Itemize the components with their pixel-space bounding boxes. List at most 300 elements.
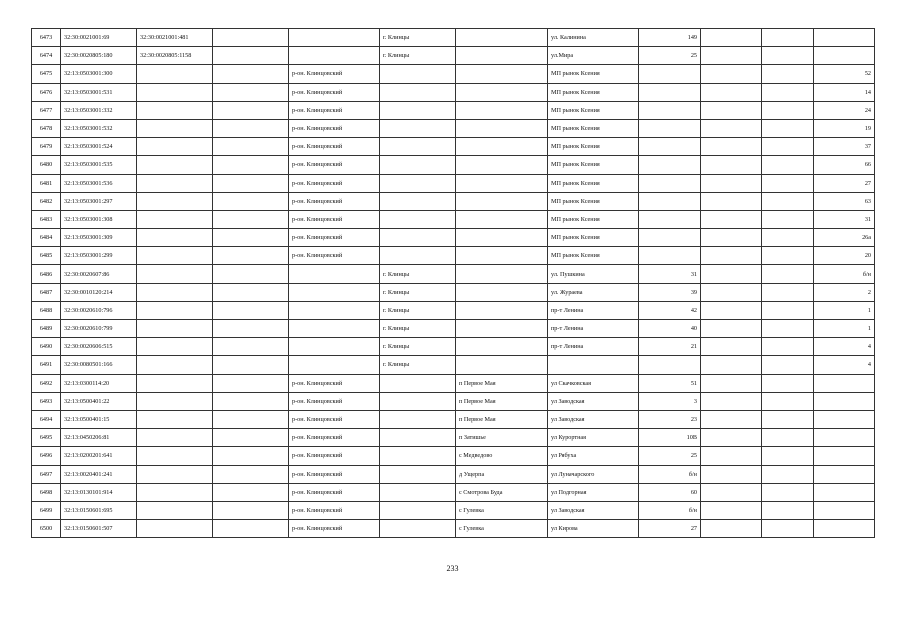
cadastral-number: 32:13:0503001:308: [61, 210, 137, 228]
empty-cell: [213, 229, 289, 247]
district-cell: р-он. Клинцовский: [289, 156, 380, 174]
cadastral-number: 32:13:0500401:15: [61, 410, 137, 428]
house-number: 149: [639, 29, 701, 47]
house-number: 51: [639, 374, 701, 392]
table-row: [32, 83, 875, 101]
cadastral-number-2: [137, 119, 213, 137]
city-cell: [380, 174, 456, 192]
street-cell: [548, 356, 639, 374]
settlement-cell: [456, 229, 548, 247]
cadastral-number-2: [137, 101, 213, 119]
city-cell: [380, 392, 456, 410]
city-cell: г. Клинцы: [380, 265, 456, 283]
city-cell: [380, 447, 456, 465]
empty-cell: [701, 29, 762, 47]
building-number: [814, 465, 875, 483]
settlement-cell: [456, 83, 548, 101]
building-number: 2: [814, 283, 875, 301]
row-number: 6489: [32, 320, 61, 338]
house-number: [639, 247, 701, 265]
row-number: 6495: [32, 429, 61, 447]
table-row: [32, 192, 875, 210]
empty-cell: [762, 101, 814, 119]
city-cell: [380, 210, 456, 228]
empty-cell: [701, 483, 762, 501]
cadastral-number-2: [137, 483, 213, 501]
registry-table: [31, 28, 875, 538]
building-number: [814, 501, 875, 519]
cadastral-number-2: [137, 229, 213, 247]
city-cell: г. Клинцы: [380, 47, 456, 65]
settlement-cell: с Гулевка: [456, 501, 548, 519]
table-row: [32, 465, 875, 483]
building-number: 1: [814, 301, 875, 319]
district-cell: р-он. Клинцовский: [289, 374, 380, 392]
cadastral-number: 32:13:0130101:914: [61, 483, 137, 501]
settlement-cell: [456, 29, 548, 47]
house-number: [639, 138, 701, 156]
row-number: 6473: [32, 29, 61, 47]
cadastral-number: 32:30:0080501:166: [61, 356, 137, 374]
settlement-cell: п Затишье: [456, 429, 548, 447]
empty-cell: [213, 501, 289, 519]
building-number: 26а: [814, 229, 875, 247]
street-cell: ул.Мира: [548, 47, 639, 65]
row-number: 6479: [32, 138, 61, 156]
cadastral-number-2: [137, 247, 213, 265]
house-number: 39: [639, 283, 701, 301]
empty-cell: [213, 301, 289, 319]
street-cell: МП рынок Ксения: [548, 174, 639, 192]
empty-cell: [213, 447, 289, 465]
row-number: 6476: [32, 83, 61, 101]
cadastral-number: 32:13:0150601:507: [61, 520, 137, 538]
district-cell: [289, 283, 380, 301]
cadastral-number: 32:13:0500401:22: [61, 392, 137, 410]
empty-cell: [762, 301, 814, 319]
settlement-cell: [456, 47, 548, 65]
city-cell: [380, 156, 456, 174]
house-number: 10В: [639, 429, 701, 447]
district-cell: р-он. Клинцовский: [289, 520, 380, 538]
building-number: 63: [814, 192, 875, 210]
empty-cell: [213, 338, 289, 356]
street-cell: ул Заводская: [548, 501, 639, 519]
cadastral-number-2: [137, 83, 213, 101]
settlement-cell: с Смотрова Буда: [456, 483, 548, 501]
settlement-cell: п Первое Мая: [456, 374, 548, 392]
cadastral-number: 32:13:0503001:535: [61, 156, 137, 174]
house-number: б/н: [639, 501, 701, 519]
row-number: 6475: [32, 65, 61, 83]
empty-cell: [213, 520, 289, 538]
cadastral-number: 32:13:0503001:531: [61, 83, 137, 101]
house-number: 23: [639, 410, 701, 428]
district-cell: [289, 47, 380, 65]
empty-cell: [701, 210, 762, 228]
empty-cell: [213, 320, 289, 338]
cadastral-number-2: [137, 429, 213, 447]
house-number: [639, 356, 701, 374]
cadastral-number-2: [137, 356, 213, 374]
house-number: [639, 192, 701, 210]
empty-cell: [762, 410, 814, 428]
building-number: 4: [814, 338, 875, 356]
empty-cell: [762, 447, 814, 465]
house-number: 40: [639, 320, 701, 338]
empty-cell: [701, 356, 762, 374]
district-cell: р-он. Клинцовский: [289, 174, 380, 192]
empty-cell: [213, 410, 289, 428]
settlement-cell: д Ущерпа: [456, 465, 548, 483]
empty-cell: [701, 283, 762, 301]
empty-cell: [213, 483, 289, 501]
building-number: [814, 520, 875, 538]
cadastral-number-2: [137, 338, 213, 356]
street-cell: ул. Жураева: [548, 283, 639, 301]
table-row: [32, 47, 875, 65]
building-number: 24: [814, 101, 875, 119]
row-number: 6477: [32, 101, 61, 119]
cadastral-number-2: [137, 447, 213, 465]
settlement-cell: [456, 356, 548, 374]
building-number: 31: [814, 210, 875, 228]
district-cell: [289, 338, 380, 356]
row-number: 6499: [32, 501, 61, 519]
cadastral-number: 32:13:0503001:309: [61, 229, 137, 247]
settlement-cell: [456, 320, 548, 338]
house-number: 25: [639, 447, 701, 465]
row-number: 6481: [32, 174, 61, 192]
row-number: 6487: [32, 283, 61, 301]
building-number: [814, 29, 875, 47]
empty-cell: [762, 520, 814, 538]
empty-cell: [701, 447, 762, 465]
table-row: [32, 101, 875, 119]
house-number: [639, 174, 701, 192]
settlement-cell: с Гулевка: [456, 520, 548, 538]
house-number: 60: [639, 483, 701, 501]
city-cell: [380, 138, 456, 156]
empty-cell: [213, 247, 289, 265]
cadastral-number: 32:13:0503001:532: [61, 119, 137, 137]
cadastral-number-2: [137, 301, 213, 319]
empty-cell: [213, 192, 289, 210]
empty-cell: [701, 520, 762, 538]
empty-cell: [762, 247, 814, 265]
city-cell: [380, 119, 456, 137]
empty-cell: [762, 320, 814, 338]
district-cell: р-он. Клинцовский: [289, 447, 380, 465]
settlement-cell: [456, 283, 548, 301]
house-number: 25: [639, 47, 701, 65]
empty-cell: [213, 47, 289, 65]
building-number: [814, 410, 875, 428]
district-cell: р-он. Клинцовский: [289, 247, 380, 265]
district-cell: [289, 320, 380, 338]
building-number: б/н: [814, 265, 875, 283]
table-row: [32, 520, 875, 538]
city-cell: [380, 229, 456, 247]
cadastral-number: 32:13:0503001:297: [61, 192, 137, 210]
table-row: [32, 483, 875, 501]
empty-cell: [213, 156, 289, 174]
cadastral-number: 32:13:0503001:300: [61, 65, 137, 83]
table-row: [32, 119, 875, 137]
settlement-cell: [456, 192, 548, 210]
cadastral-number-2: [137, 392, 213, 410]
cadastral-number: 32:13:0200201:641: [61, 447, 137, 465]
empty-cell: [701, 247, 762, 265]
city-cell: [380, 501, 456, 519]
empty-cell: [213, 138, 289, 156]
empty-cell: [213, 429, 289, 447]
district-cell: р-он. Клинцовский: [289, 501, 380, 519]
street-cell: МП рынок Ксения: [548, 65, 639, 83]
city-cell: [380, 520, 456, 538]
row-number: 6478: [32, 119, 61, 137]
district-cell: р-он. Клинцовский: [289, 192, 380, 210]
cadastral-number-2: [137, 283, 213, 301]
cadastral-number-2: [137, 65, 213, 83]
empty-cell: [213, 392, 289, 410]
empty-cell: [762, 47, 814, 65]
street-cell: МП рынок Ксения: [548, 156, 639, 174]
cadastral-number-2: [137, 320, 213, 338]
settlement-cell: [456, 101, 548, 119]
city-cell: [380, 83, 456, 101]
row-number: 6482: [32, 192, 61, 210]
district-cell: р-он. Клинцовский: [289, 429, 380, 447]
empty-cell: [701, 429, 762, 447]
table-row: [32, 156, 875, 174]
house-number: [639, 210, 701, 228]
empty-cell: [762, 465, 814, 483]
row-number: 6486: [32, 265, 61, 283]
empty-cell: [762, 65, 814, 83]
empty-cell: [762, 356, 814, 374]
empty-cell: [213, 174, 289, 192]
street-cell: ул Подгорная: [548, 483, 639, 501]
cadastral-number: 32:13:0150601:695: [61, 501, 137, 519]
cadastral-number: 32:30:0021001:69: [61, 29, 137, 47]
building-number: 20: [814, 247, 875, 265]
table-row: [32, 210, 875, 228]
empty-cell: [762, 174, 814, 192]
row-number: 6494: [32, 410, 61, 428]
street-cell: ул Луначарского: [548, 465, 639, 483]
empty-cell: [701, 320, 762, 338]
street-cell: МП рынок Ксения: [548, 101, 639, 119]
cadastral-number: 32:13:0503001:299: [61, 247, 137, 265]
empty-cell: [213, 101, 289, 119]
street-cell: ул Заводская: [548, 410, 639, 428]
settlement-cell: п Первое Мая: [456, 410, 548, 428]
district-cell: р-он. Клинцовский: [289, 138, 380, 156]
row-number: 6488: [32, 301, 61, 319]
city-cell: г. Клинцы: [380, 29, 456, 47]
table-row: [32, 374, 875, 392]
cadastral-number: 32:13:0450206:81: [61, 429, 137, 447]
cadastral-number: 32:13:0020401:241: [61, 465, 137, 483]
table-row: [32, 229, 875, 247]
row-number: 6484: [32, 229, 61, 247]
row-number: 6485: [32, 247, 61, 265]
city-cell: [380, 410, 456, 428]
building-number: 4: [814, 356, 875, 374]
table-row: [32, 247, 875, 265]
settlement-cell: [456, 65, 548, 83]
street-cell: МП рынок Ксения: [548, 210, 639, 228]
empty-cell: [701, 338, 762, 356]
cadastral-number-2: [137, 410, 213, 428]
empty-cell: [762, 29, 814, 47]
row-number: 6498: [32, 483, 61, 501]
street-cell: пр-т Ленина: [548, 338, 639, 356]
empty-cell: [762, 229, 814, 247]
empty-cell: [701, 501, 762, 519]
district-cell: [289, 301, 380, 319]
row-number: 6490: [32, 338, 61, 356]
empty-cell: [213, 119, 289, 137]
table-row: [32, 265, 875, 283]
empty-cell: [762, 138, 814, 156]
table-row: [32, 138, 875, 156]
street-cell: МП рынок Ксения: [548, 119, 639, 137]
row-number: 6483: [32, 210, 61, 228]
cadastral-number-2: [137, 265, 213, 283]
district-cell: [289, 265, 380, 283]
empty-cell: [701, 265, 762, 283]
table-row: [32, 174, 875, 192]
settlement-cell: с Медведово: [456, 447, 548, 465]
cadastral-number: 32:13:0503001:524: [61, 138, 137, 156]
empty-cell: [701, 83, 762, 101]
empty-cell: [213, 210, 289, 228]
table-row: [32, 447, 875, 465]
city-cell: г. Клинцы: [380, 283, 456, 301]
district-cell: р-он. Клинцовский: [289, 465, 380, 483]
district-cell: [289, 29, 380, 47]
page-number: 233: [446, 564, 459, 573]
row-number: 6500: [32, 520, 61, 538]
house-number: 27: [639, 520, 701, 538]
row-number: 6492: [32, 374, 61, 392]
settlement-cell: [456, 210, 548, 228]
street-cell: ул Курортная: [548, 429, 639, 447]
city-cell: [380, 247, 456, 265]
empty-cell: [213, 465, 289, 483]
cadastral-number: 32:13:0503001:332: [61, 101, 137, 119]
table-row: [32, 301, 875, 319]
cadastral-number-2: [137, 210, 213, 228]
building-number: [814, 47, 875, 65]
empty-cell: [762, 156, 814, 174]
city-cell: [380, 192, 456, 210]
house-number: [639, 101, 701, 119]
empty-cell: [762, 83, 814, 101]
building-number: 27: [814, 174, 875, 192]
city-cell: [380, 101, 456, 119]
empty-cell: [701, 301, 762, 319]
table-row: [32, 356, 875, 374]
settlement-cell: [456, 174, 548, 192]
building-number: 66: [814, 156, 875, 174]
empty-cell: [701, 101, 762, 119]
cadastral-number: 32:30:0020606:515: [61, 338, 137, 356]
empty-cell: [213, 374, 289, 392]
table-row: [32, 65, 875, 83]
empty-cell: [762, 119, 814, 137]
house-number: [639, 119, 701, 137]
city-cell: [380, 65, 456, 83]
district-cell: р-он. Клинцовский: [289, 483, 380, 501]
settlement-cell: [456, 301, 548, 319]
house-number: [639, 83, 701, 101]
empty-cell: [701, 229, 762, 247]
building-number: [814, 447, 875, 465]
city-cell: [380, 429, 456, 447]
building-number: [814, 392, 875, 410]
table-row: [32, 320, 875, 338]
building-number: [814, 429, 875, 447]
street-cell: МП рынок Ксения: [548, 138, 639, 156]
table-row: [32, 283, 875, 301]
district-cell: р-он. Клинцовский: [289, 392, 380, 410]
empty-cell: [213, 356, 289, 374]
district-cell: р-он. Клинцовский: [289, 410, 380, 428]
empty-cell: [213, 283, 289, 301]
settlement-cell: [456, 156, 548, 174]
cadastral-number: 32:30:0020610:796: [61, 301, 137, 319]
district-cell: р-он. Клинцовский: [289, 119, 380, 137]
settlement-cell: [456, 338, 548, 356]
district-cell: р-он. Клинцовский: [289, 229, 380, 247]
cadastral-number-2: [137, 156, 213, 174]
empty-cell: [762, 265, 814, 283]
registry-rows: [32, 29, 875, 538]
empty-cell: [701, 65, 762, 83]
row-number: 6496: [32, 447, 61, 465]
cadastral-number: 32:13:0503001:536: [61, 174, 137, 192]
street-cell: ул. Пушкина: [548, 265, 639, 283]
street-cell: ул Скачковская: [548, 374, 639, 392]
building-number: 37: [814, 138, 875, 156]
empty-cell: [762, 392, 814, 410]
street-cell: пр-т Ленина: [548, 320, 639, 338]
table-row: [32, 392, 875, 410]
cadastral-number-2: 32:30:0020805:1158: [137, 47, 213, 65]
table-row: [32, 429, 875, 447]
district-cell: р-он. Клинцовский: [289, 101, 380, 119]
empty-cell: [701, 156, 762, 174]
city-cell: [380, 465, 456, 483]
settlement-cell: п Первое Мая: [456, 392, 548, 410]
empty-cell: [762, 283, 814, 301]
street-cell: ул Заводская: [548, 392, 639, 410]
settlement-cell: [456, 247, 548, 265]
empty-cell: [762, 483, 814, 501]
street-cell: МП рынок Ксения: [548, 229, 639, 247]
empty-cell: [762, 429, 814, 447]
district-cell: р-он. Клинцовский: [289, 83, 380, 101]
cadastral-number: 32:30:0010120:214: [61, 283, 137, 301]
cadastral-number-2: [137, 501, 213, 519]
empty-cell: [701, 138, 762, 156]
cadastral-number-2: [137, 374, 213, 392]
street-cell: ул. Калинина: [548, 29, 639, 47]
empty-cell: [701, 119, 762, 137]
